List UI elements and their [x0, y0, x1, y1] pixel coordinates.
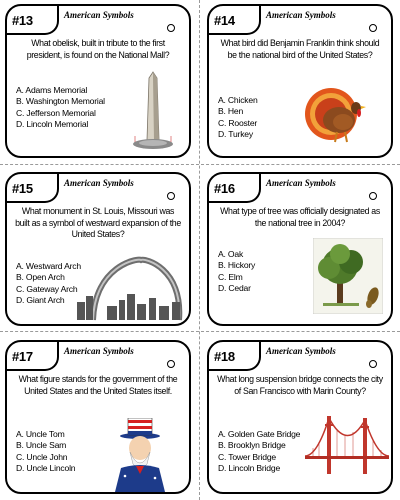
task-card-14: [207, 4, 393, 158]
punch-hole-icon: [167, 24, 175, 32]
answer-option: C. Gateway Arch: [16, 283, 78, 294]
answer-option: B. Uncle Sam: [16, 440, 67, 451]
answer-option: C. Rooster: [218, 117, 258, 128]
vertical-cut-line: [199, 0, 200, 500]
card-number: #14: [214, 13, 235, 28]
answer-option: D. Lincoln Bridge: [218, 462, 281, 473]
card-topic: American Symbols: [266, 10, 336, 20]
card-number: #18: [214, 349, 235, 364]
punch-hole-icon: [167, 360, 175, 368]
horizontal-cut-line: [0, 331, 400, 332]
answer-option: D. Giant Arch: [16, 294, 65, 305]
answer-list: [218, 249, 255, 294]
task-card-18: [207, 340, 393, 494]
card-header: [209, 174, 391, 205]
card-number: #15: [12, 181, 33, 196]
card-topic: American Symbols: [64, 346, 134, 356]
answer-option: C. Uncle John: [16, 451, 68, 462]
question-text: What type of tree was officially designated as the national tree in 2004?: [220, 206, 380, 228]
card-header: [7, 174, 189, 205]
card-topic: American Symbols: [64, 10, 134, 20]
answer-option: C. Elm: [218, 271, 243, 282]
answer-list: [218, 95, 258, 140]
answer-option: A. Chicken: [218, 95, 258, 105]
question-text: What figure stands for the government of the United States and the United States itself.: [18, 374, 178, 396]
answer-option: D. Cedar: [218, 282, 251, 293]
answer-option: B. Brooklyn Bridge: [218, 440, 286, 451]
card-header: [7, 342, 189, 373]
answer-list: [16, 261, 81, 306]
gateway-arch-image: [77, 256, 189, 322]
answer-option: C. Jefferson Memorial: [16, 107, 96, 118]
card-number-tab: [7, 174, 59, 203]
answer-option: A. Westward Arch: [16, 261, 81, 271]
card-topic: American Symbols: [266, 346, 336, 356]
answer-option: B. Washington Memorial: [16, 96, 105, 107]
turkey-image: [301, 86, 369, 146]
card-number: #17: [12, 349, 33, 364]
card-header: [209, 342, 391, 373]
card-topic: American Symbols: [64, 178, 134, 188]
answer-option: B. Open Arch: [16, 272, 65, 283]
card-number-tab: [209, 174, 261, 203]
card-number-tab: [209, 6, 261, 35]
punch-hole-icon: [369, 192, 377, 200]
card-number-tab: [7, 6, 59, 35]
answer-option: D. Lincoln Memorial: [16, 118, 89, 129]
answer-option: C. Tower Bridge: [218, 451, 276, 462]
question-text: What long suspension bridge connects the city of San Francisco with Marin County?: [217, 374, 383, 396]
answer-option: A. Adams Memorial: [16, 85, 88, 95]
answer-option: A. Oak: [218, 249, 244, 259]
card-number-tab: [209, 342, 261, 371]
answer-option: B. Hen: [218, 106, 244, 117]
answer-list: [16, 429, 75, 474]
golden-gate-bridge-image: [305, 412, 389, 478]
horizontal-cut-line: [0, 164, 400, 165]
card-number-tab: [7, 342, 59, 371]
card-header: [209, 6, 391, 37]
answer-option: A. Golden Gate Bridge: [218, 429, 301, 439]
question-text: What monument in St. Louis, Missouri was built as a symbol of westward expansion of the United States?: [15, 206, 181, 239]
card-number: #16: [214, 181, 235, 196]
answer-list: [16, 85, 105, 130]
uncle-sam-image: [111, 418, 169, 492]
card-number: #13: [12, 13, 33, 28]
answer-option: B. Hickory: [218, 260, 256, 271]
punch-hole-icon: [369, 360, 377, 368]
answer-list: [218, 429, 300, 474]
question-text: What obelisk, built in tribute to the first president, is found on the National Mall?: [26, 38, 170, 60]
answer-option: D. Turkey: [218, 128, 253, 139]
washington-monument-image: [129, 70, 177, 154]
task-card-17: [5, 340, 191, 494]
task-card-15: [5, 172, 191, 326]
answer-option: D. Uncle Lincoln: [16, 462, 76, 473]
task-card-13: [5, 4, 191, 158]
task-card-16: [207, 172, 393, 326]
punch-hole-icon: [369, 24, 377, 32]
answer-option: A. Uncle Tom: [16, 429, 65, 439]
card-topic: American Symbols: [266, 178, 336, 188]
question-text: What bird did Benjamin Franklin think should be the national bird of the United States?: [220, 38, 380, 60]
punch-hole-icon: [167, 192, 175, 200]
card-header: [7, 6, 189, 37]
oak-tree-image: [313, 238, 383, 314]
